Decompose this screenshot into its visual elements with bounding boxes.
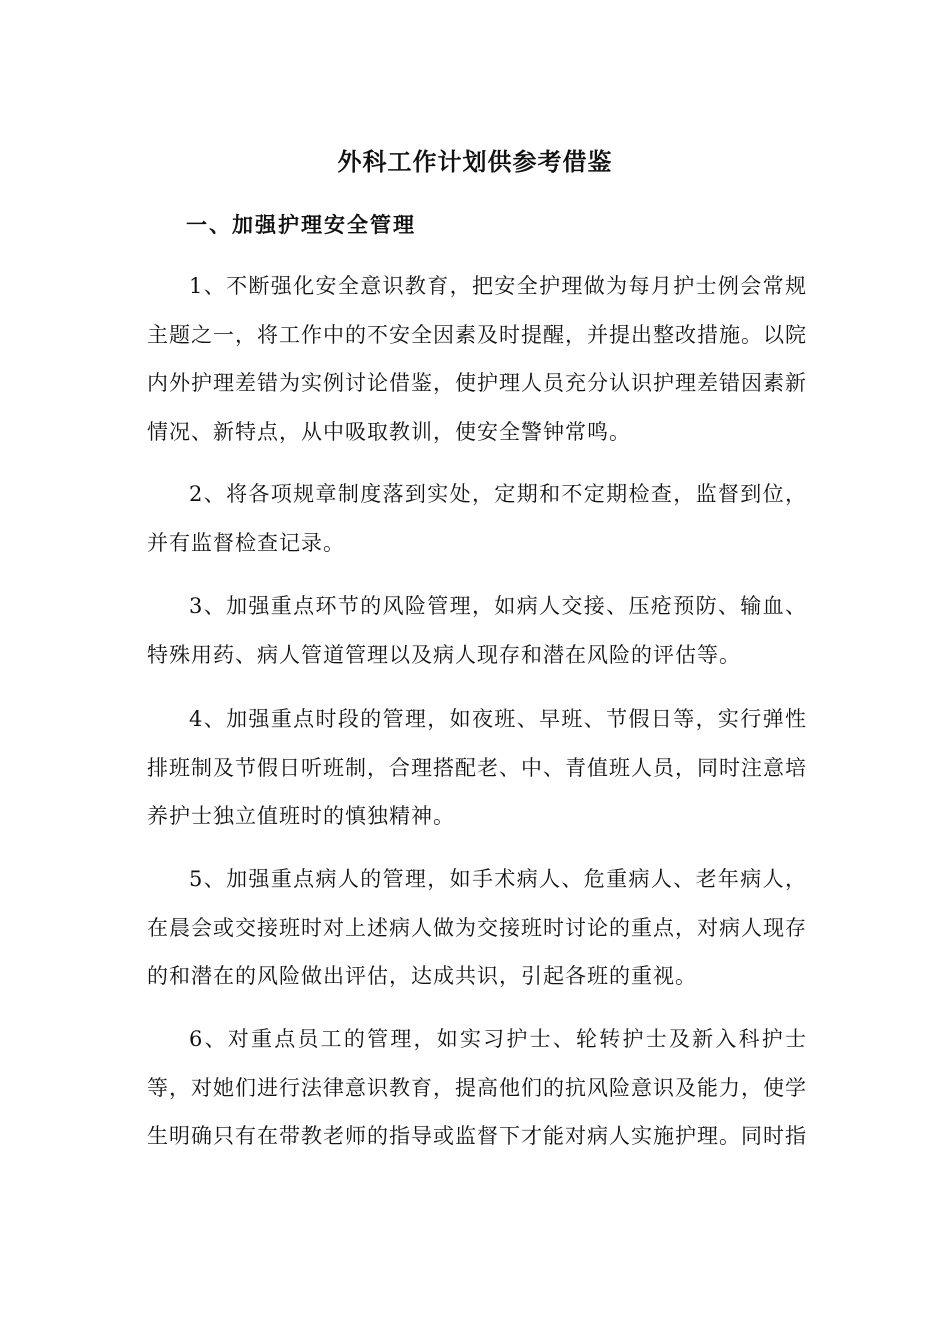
paragraph-5: 5、加强重点病人的管理，如手术病人、危重病人、老年病人，在晨会或交接班时对上述病人做为交接班时讨论的重点，对病人现存的和潜在的风险做出评估，达成共识，引起各班的重视。 [147, 867, 807, 988]
document-title: 外科工作计划供参考借鉴 [337, 147, 613, 176]
paragraph-2: 2、将各项规章制度落到实处，定期和不定期检查，监督到位，并有监督检查记录。 [147, 482, 807, 555]
section-heading: 一、加强护理安全管理 [186, 212, 416, 237]
paragraph-3: 3、加强重点环节的风险管理，如病人交接、压疮预防、输血、特殊用药、病人管道管理以及病人现存和潜在风险的评估等。 [147, 594, 807, 667]
paragraph-6: 6、对重点员工的管理，如实习护士、轮转护士及新入科护士等，对她们进行法律意识教育，提高他们的抗风险意识及能力，使学生明确只有在带教老师的指导或监督下才能对病人实施护理。同时指 [147, 1027, 807, 1148]
paragraph-4: 4、加强重点时段的管理，如夜班、早班、节假日等，实行弹性排班制及节假日听班制，合理搭配老、中、青值班人员，同时注意培养护士独立值班时的慎独精神。 [147, 707, 807, 828]
paragraph-1: 1、不断强化安全意识教育，把安全护理做为每月护士例会常规主题之一，将工作中的不安全因素及时提醒，并提出整改措施。以院内外护理差错为实例讨论借鉴，使护理人员充分认识护理差错因素新情况、新特点，从中吸取教训，使安全警钟常鸣。 [147, 274, 807, 444]
